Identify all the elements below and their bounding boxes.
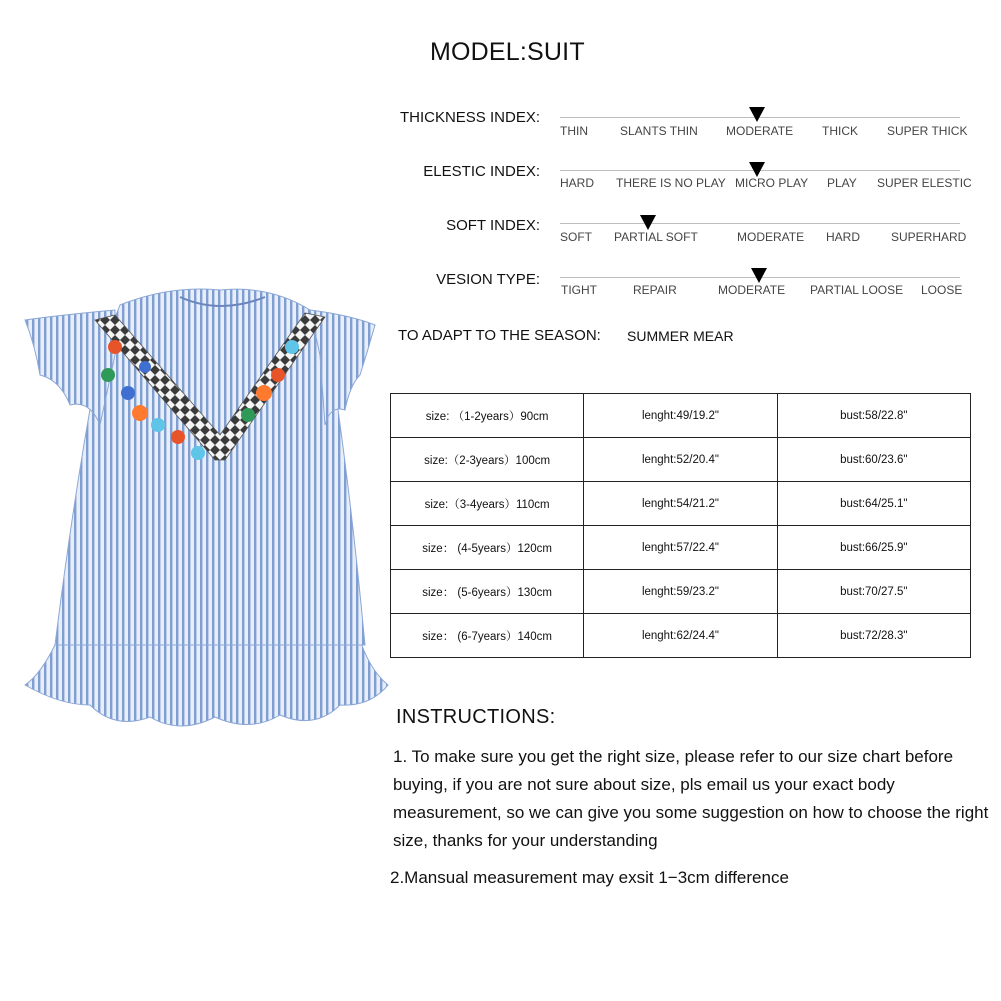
index-label: THICKNESS INDEX: xyxy=(399,109,540,126)
instruction-item: 1. To make sure you get the right size, please refer to our size chart before buying, if you are not sure about size, pls email us your exact body measurement, so we can give you some suggestion on how to choose the right size, thanks for your understanding xyxy=(393,747,989,850)
table-row xyxy=(391,438,971,482)
size-cell: size:（3-4years）110cm xyxy=(391,482,584,526)
index-option: PLAY xyxy=(827,176,857,190)
index-option: THERE IS NO PLAY xyxy=(616,176,726,190)
index-option: SUPER ELESTIC xyxy=(877,176,972,190)
bust-cell: bust:64/25.1" xyxy=(777,482,970,526)
size-cell: size: （1-2years）90cm xyxy=(391,394,584,438)
bust-cell: bust:58/22.8" xyxy=(777,394,970,438)
length-cell: lenght:59/23.2" xyxy=(584,570,777,614)
season-label: TO ADAPT TO THE SEASON: xyxy=(398,327,601,344)
index-option: PARTIAL SOFT xyxy=(614,230,698,244)
index-option: SOFT xyxy=(560,230,592,244)
index-option: HARD xyxy=(560,176,595,190)
size-cell: size： (5-6years）130cm xyxy=(391,570,584,614)
bust-cell: bust:72/28.3" xyxy=(777,614,970,658)
length-cell: lenght:54/21.2" xyxy=(584,482,777,526)
index-option: MICRO PLAY xyxy=(735,176,809,190)
size-cell: size： (4-5years）120cm xyxy=(391,526,584,570)
size-cell: size： (6-7years）140cm xyxy=(391,614,584,658)
index-label: ELESTIC INDEX: xyxy=(423,163,540,180)
table-row xyxy=(391,482,971,526)
index-option: SLANTS THIN xyxy=(620,124,698,138)
season-value: SUMMER MEAR xyxy=(627,328,734,344)
index-option: THIN xyxy=(560,124,588,138)
index-option: MODERATE xyxy=(726,124,794,138)
length-cell: lenght:49/19.2" xyxy=(584,394,777,438)
length-cell: lenght:52/20.4" xyxy=(584,438,777,482)
index-option: THICK xyxy=(822,124,858,138)
table-row xyxy=(391,394,971,438)
index-option: MODERATE xyxy=(737,230,805,244)
page-title: MODEL:SUIT xyxy=(430,38,585,66)
table-row xyxy=(391,614,971,658)
size-chart-table xyxy=(390,393,971,658)
index-option: SUPERHARD xyxy=(891,230,967,244)
table-row xyxy=(391,570,971,614)
index-option: MODERATE xyxy=(718,283,786,297)
index-option: REPAIR xyxy=(633,283,677,297)
index-option: TIGHT xyxy=(561,283,597,297)
index-option: PARTIAL LOOSE xyxy=(810,283,904,297)
length-cell: lenght:57/22.4" xyxy=(584,526,777,570)
instruction-item: 2.Mansual measurement may exsit 1−3cm difference xyxy=(390,868,789,887)
size-cell: size:（2-3years）100cm xyxy=(391,438,584,482)
index-label: VESION TYPE: xyxy=(436,271,540,288)
instructions-title: INSTRUCTIONS: xyxy=(396,706,556,728)
index-option: LOOSE xyxy=(921,283,963,297)
index-marker-icon xyxy=(640,215,656,230)
index-marker-icon xyxy=(749,162,765,177)
index-option: HARD xyxy=(826,230,861,244)
bust-cell: bust:60/23.6" xyxy=(777,438,970,482)
index-label: SOFT INDEX: xyxy=(446,217,540,234)
index-marker-icon xyxy=(749,107,765,122)
table-row xyxy=(391,526,971,570)
index-scale-line xyxy=(560,223,960,224)
bust-cell: bust:66/25.9" xyxy=(777,526,970,570)
index-marker-icon xyxy=(751,268,767,283)
dress-product-image xyxy=(20,285,390,735)
bust-cell: bust:70/27.5" xyxy=(777,570,970,614)
index-option: SUPER THICK xyxy=(887,124,968,138)
length-cell: lenght:62/24.4" xyxy=(584,614,777,658)
